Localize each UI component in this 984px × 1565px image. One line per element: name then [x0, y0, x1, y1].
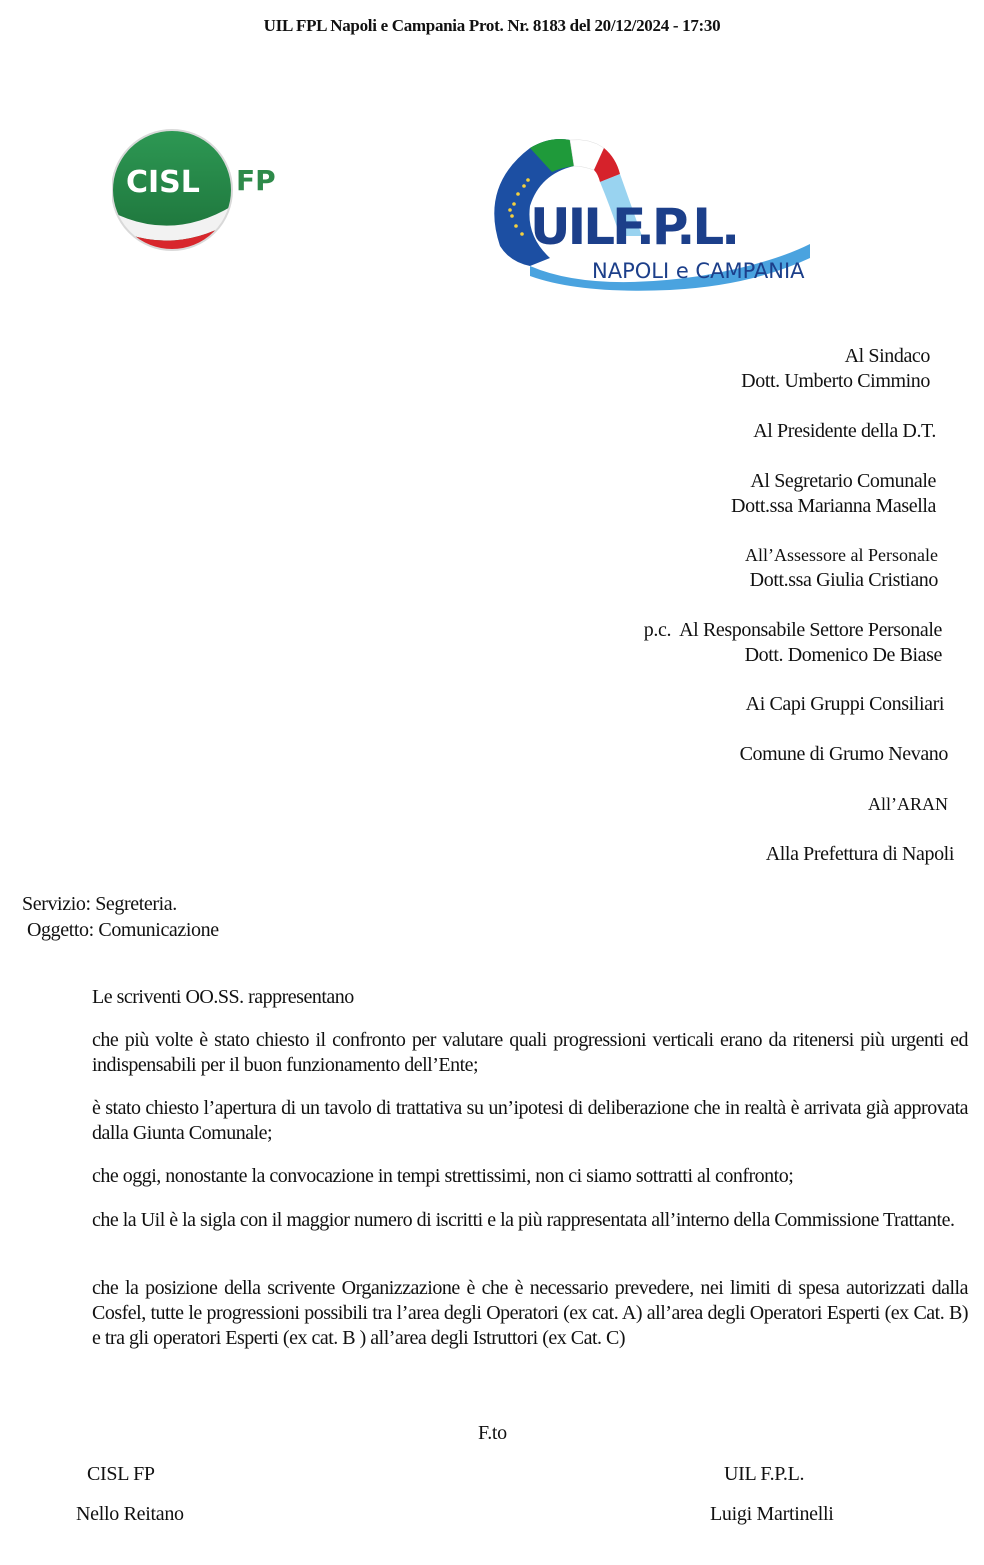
recipient-prefettura: Alla Prefettura di Napoli	[765, 843, 954, 865]
servizio-line: Servizio: Segreteria.	[22, 893, 177, 915]
recipient-responsabile: p.c. Al Responsabile Settore Personale Dott. Domenico De Biase	[643, 619, 942, 666]
svg-text:CISL: CISL	[126, 165, 200, 200]
body-paragraph-4: che la Uil è la sigla con il maggior numero di iscritti e la più rappresentata all’interno della Commissione Trattante.	[92, 1209, 955, 1231]
body-paragraph-5: che la posizione della scrivente Organizzazione è che è necessario prevedere, nei limiti di spesa autorizzati dalla Cosfel, tutte le progressioni possibili tra l’area degli Operatori (ex cat. A) all’area degli Operatori Esperti (ex Cat. B) e tra gli operatori Esperti (ex cat. B ) all’area degli Istruttori (ex Cat. C)	[92, 1277, 968, 1349]
recipient-segretario: Al Segretario Comunale Dott.ssa Marianna Masella	[731, 470, 936, 517]
cisl-fp-logo	[112, 124, 292, 260]
recipient-capigruppo: Ai Capi Gruppi Consiliari	[745, 693, 944, 715]
body-paragraph-1: che più volte è stato chiesto il confronto per valutare quali progressioni verticali erano da ritenersi più urgenti ed indispensabili per il buon funzionamento dell’Ente;	[92, 1029, 968, 1076]
recipient-comune: Comune di Grumo Nevano	[739, 743, 948, 765]
svg-text:FP: FP	[236, 164, 276, 197]
signature-right-name: Luigi Martinelli	[710, 1503, 834, 1525]
recipient-sindaco: Al Sindaco Dott. Umberto Cimmino	[741, 345, 930, 392]
signature-left-name: Nello Reitano	[76, 1503, 184, 1525]
body-paragraph-3: che oggi, nonostante la convocazione in tempi strettissimi, non ci siamo sottratti al confronto;	[92, 1165, 794, 1187]
svg-text:NAPOLI e CAMPANIA: NAPOLI e CAMPANIA	[592, 259, 805, 283]
protocol-header: UIL FPL Napoli e Campania Prot. Nr. 8183 del 20/12/2024 - 17:30	[263, 16, 721, 35]
recipient-assessore: All’Assessore al Personale Dott.ssa Giulia Cristiano	[745, 545, 938, 591]
signature-left-org: CISL FP	[87, 1463, 155, 1485]
oggetto-line: Oggetto: Comunicazione	[27, 919, 219, 941]
body-intro: Le scriventi OO.SS. rappresentano	[92, 986, 354, 1008]
fto-label: F.to	[478, 1422, 507, 1444]
body-paragraph-2: è stato chiesto l’apertura di un tavolo di trattativa su un’ipotesi di deliberazione che in realtà è arrivata già approvata dalla Giunta Comunale;	[92, 1097, 968, 1144]
recipient-presidente: Al Presidente della D.T.	[753, 420, 936, 442]
svg-text:UILF.P.L.: UILF.P.L.	[530, 198, 738, 256]
signature-right-org: UIL F.P.L.	[724, 1463, 805, 1485]
recipient-aran: All’ARAN	[868, 794, 948, 814]
uil-fpl-logo	[470, 126, 830, 292]
